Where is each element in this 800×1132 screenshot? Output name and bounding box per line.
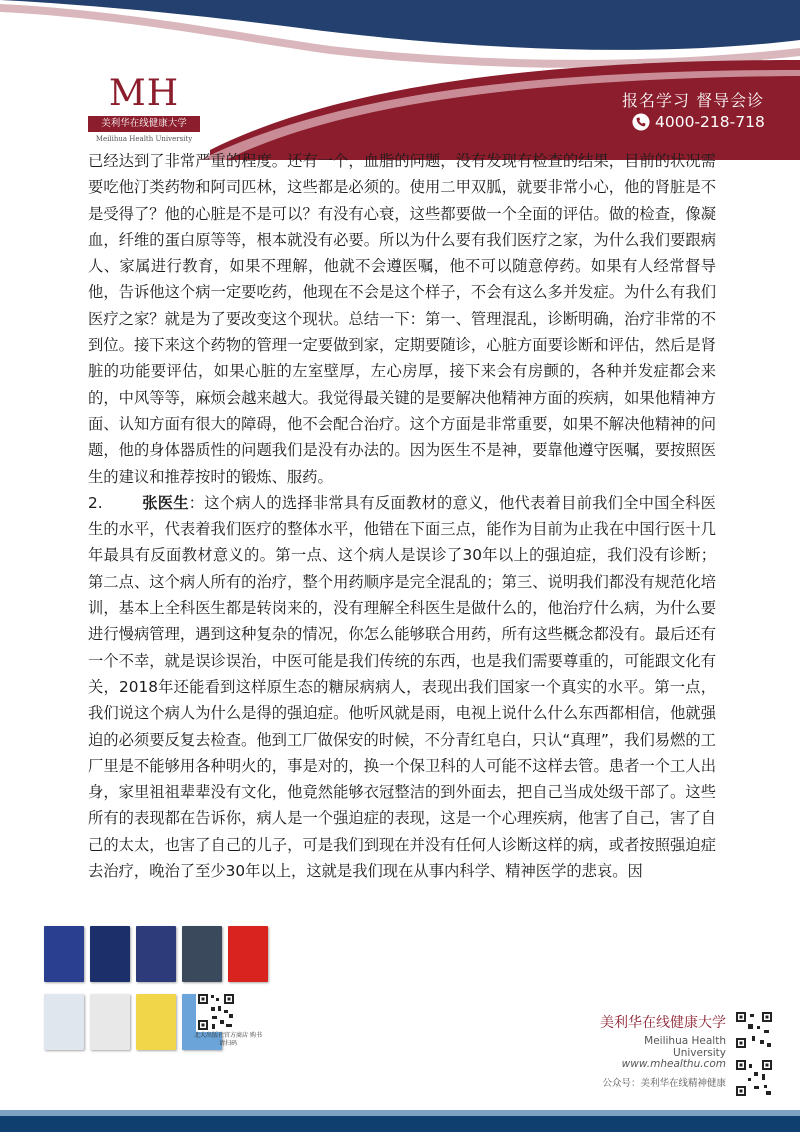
brand-chinese-name: 美利华在线健康大学 bbox=[600, 1015, 726, 1031]
book-cover-5 bbox=[228, 926, 268, 982]
item-number: 2. bbox=[88, 493, 103, 512]
book-cover-4 bbox=[182, 926, 222, 982]
logo-english-name: Meilihua Health University bbox=[95, 135, 193, 143]
book-cover-7 bbox=[90, 994, 130, 1050]
logo-monogram: MH bbox=[108, 73, 180, 114]
speaker-name: 张医生 bbox=[142, 493, 189, 512]
store-qr-code bbox=[196, 992, 236, 1032]
header-slogan: 报名学习 督导会诊 bbox=[622, 91, 765, 110]
header-phone bbox=[632, 113, 765, 131]
footer-website: www.mhealthu.com bbox=[621, 1058, 726, 1070]
brand-qr-code-bottom bbox=[734, 1058, 774, 1098]
book-cover-1 bbox=[44, 926, 84, 982]
brand-qr-code-top bbox=[734, 1010, 774, 1050]
book-cover-3 bbox=[136, 926, 176, 982]
qr-caption: 北大出版社官方商店 购书请扫码 bbox=[194, 1032, 262, 1047]
item-text: ：这个病人的选择非常具有反面教材的意义，他代表着目前我们全中国全科医生的水平，代表着我们医疗的整体水平，他错在下面三点，能作为目前为止我在中国行医十几年最具有反面教材意义的。第一点、这个病人是误诊了30年以上的强迫症，我们没有诊断；第二点、这个病人所有的治疗，整个用药顺序是完全混乱的；第三、说明我们都没有规范化培训，基本上全科医生都是转岗来的，没有理解全科医生是做什么的，他治疗什么病，为什么要进行慢病管理，遇到这种复杂的情况，你怎么能够联合用药，所有这些概念都没有。最后还有一个不幸，就是误诊误治，中医可能是我们传统的东西，也是我们需要尊重的，可能跟文化有关，2018年还能看到这样原生态的糖尿病病人，表现出我们国家一个真实的水平。第一点，我们说这个病人为什么是得的强迫症。他听风就是雨，电视上说什么什么东西都相信，他就强迫的必须要反复去检查。他到工厂做保安的时候，不分青红皂白，只认“真理”，我们易燃的工厂里是不能够用各种明火的，事是对的，换一个保卫科的人可能不这样去管。患者一个工人出身，家里祖祖辈辈没有文化，他竟然能够衣冠整洁的到外面去，把自己当成处级干部了。这些所有的表现都在告诉你，病人是一个强迫症的表现，这是一个心理疾病，他害了自己，害了自己的太太，也害了自己的儿子，可是我们到现在并没有任何人诊断这样的病，或者按照强迫症去治疗，晚治了至少30年以上，这就是我们现在从事内科学、精神医学的悲哀。因 bbox=[88, 493, 716, 881]
phone-number: 4000-218-718 bbox=[655, 113, 765, 131]
book-cover-2 bbox=[90, 926, 130, 982]
book-cover-6 bbox=[44, 994, 84, 1050]
logo-ribbon-text: 美利华在线健康大学 bbox=[88, 116, 200, 132]
mh-logo bbox=[88, 72, 200, 158]
footer-brand bbox=[596, 1012, 726, 1059]
phone-icon bbox=[632, 113, 650, 131]
paragraph-continued: 已经达到了非常严重的程度。还有一个，血脂的问题，没有发现有检查的结果，目前的状况需要吃他汀类药物和阿司匹林，这些都是必须的。使用二甲双胍，就要非常小心，他的肾脏是不是受得了？他的心脏是不是可以？有没有心衰，这些都要做一个全面的评估。做的检查，像凝血，纤维的蛋白原等等，根本就没有必要。所以为什么要有我们医疗之家，为什么我们要跟病人、家属进行教育，如果不理解，他就不会遵医嘱，他不可以随意停药。如果有人经常督导他，告诉他这个病一定要吃药，他现在不会是这个样子，不会有这么多并发症。为什么有我们医疗之家？就是为了要改变这个现状。总结一下：第一、管理混乱，诊断明确，治疗非常的不到位。接下来这个药物的管理一定要做到家，定期要随诊，心脏方面要诊断和评估，然后是肾脏的功能要评估，如果心脏的左室壁厚，左心房厚，接下来会有房颤的，各种并发症都会来的，中风等等，麻烦会越来越大。我觉得最关键的是要解决他精神方面的疾病，如果他精神方面、认知方面有很大的障碍，他不会配合治疗。这个方面是非常重要，如果不解决他精神的问题，他的身体器质性的问题我们是没有办法的。因为医生不是神，要靠他遵守医嘱，要按照医生的建议和推荐按时的锻炼、服药。 bbox=[88, 152, 716, 486]
footer-wechat: 公众号：美利华在线精神健康 bbox=[602, 1078, 726, 1089]
article-body bbox=[88, 148, 716, 884]
numbered-item-2 bbox=[88, 490, 716, 884]
brand-english-name: Meilihua Health University bbox=[644, 1035, 726, 1059]
footer-stripe bbox=[0, 1116, 800, 1132]
book-cover-8 bbox=[136, 994, 176, 1050]
